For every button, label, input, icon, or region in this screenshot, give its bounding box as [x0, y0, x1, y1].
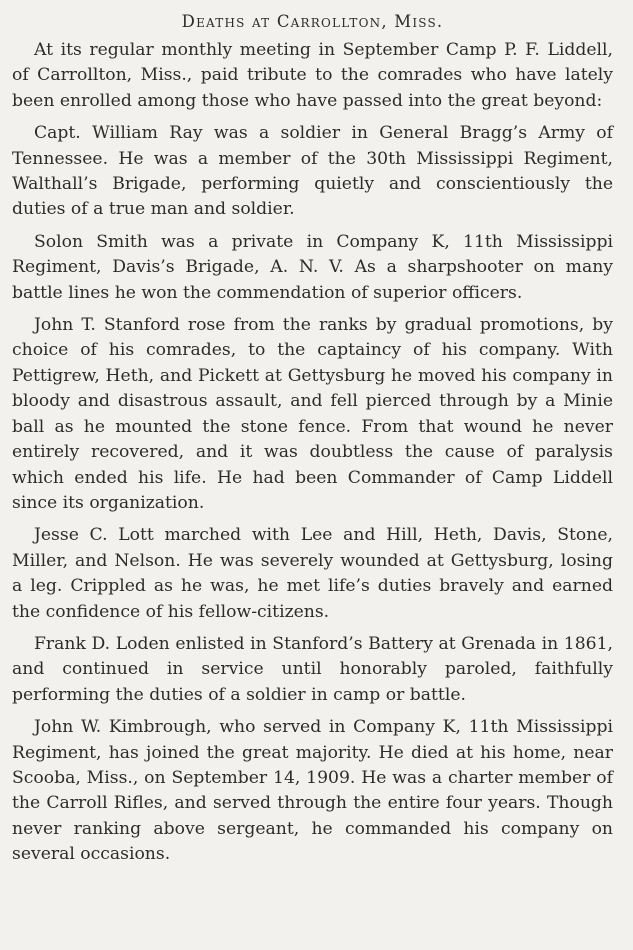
tribute-john-kimbrough: John W. Kimbrough, who served in Company K, 11th Mississippi Regiment, has joined the great majority. He died at his home, near Scooba, Miss., on September 14, 1909. He was a charter member of the Carroll Rifles, and served through the entire four years. Though never ranking above sergeant, he commanded his company on several occasions.: [12, 717, 613, 865]
tribute-william-ray: Capt. William Ray was a soldier in General Bragg’s Army of Tennessee. He was a member of the 30th Mississippi Regiment, Walthall’s Brigade, performing quietly and conscientiously the duties of a true man and soldier.: [12, 123, 613, 220]
tribute-solon-smith: Solon Smith was a private in Company K, 11th Mississippi Regiment, Davis’s Brigade, A. N. V. As a sharpshooter on many battle lines he won the commendation of superior officers.: [12, 231, 613, 303]
tribute-frank-loden: Frank D. Loden enlisted in Stanford’s Battery at Grenada in 1861, and continued in service until honorably paroled, faithfully performing the duties of a soldier in camp or battle.: [12, 633, 613, 705]
tribute-john-stanford: John T. Stanford rose from the ranks by gradual promotions, by choice of his comrades, to the captaincy of his company. With Pettigrew, Heth, and Pickett at Gettysburg he moved his company in bloody and disastrous assault, and fell pierced through by a Minie ball as he mounted the stone fence. From that wound he never entirely recovered, and it was doubtless the cause of paralysis which ended his life. He had been Commander of Camp Liddell since its organization.: [12, 315, 613, 513]
article: [12, 10, 613, 875]
article-title: Deaths at Carrollton, Miss.: [181, 12, 444, 31]
tribute-jesse-lott: Jesse C. Lott marched with Lee and Hill, Heth, Davis, Stone, Miller, and Nelson. He was severely wounded at Gettysburg, losing a leg. Crippled as he was, he met life’s duties bravely and earned the confidence of his fellow-citizens.: [12, 525, 613, 622]
intro-paragraph: At its regular monthly meeting in September Camp P. F. Liddell, of Carrollton, Miss., paid tribute to the comrades who have lately been enrolled among those who have passed into the great beyond:: [12, 40, 613, 111]
